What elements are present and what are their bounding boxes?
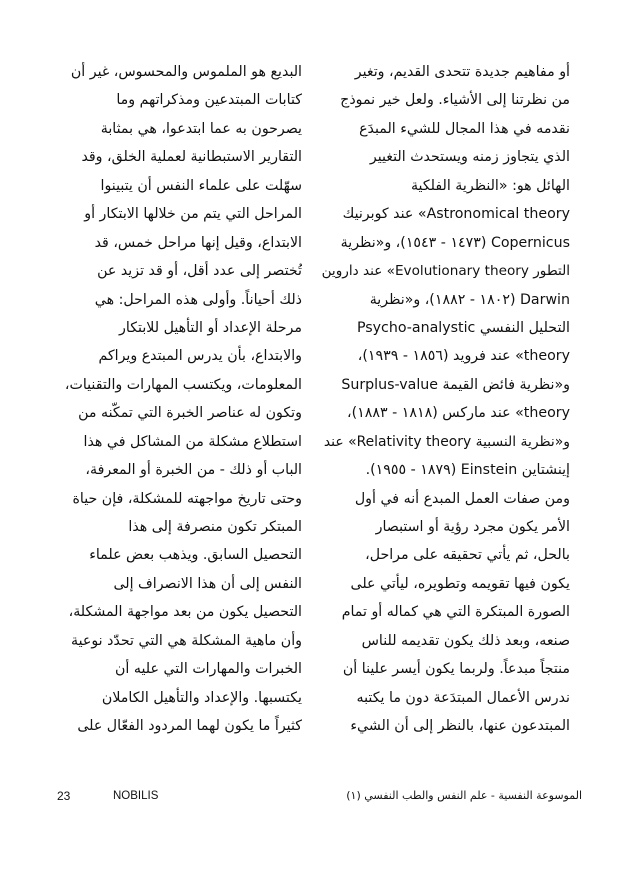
text-line: وحتى تاريخ مواجهته للمشكلة، فإن حياة bbox=[72, 490, 302, 507]
series-title: الموسوعة النفسية - علم النفس والطب النفسي (١) bbox=[346, 789, 582, 802]
text-line: وأن ماهية المشكلة هي التي تحدّد نوعية bbox=[70, 632, 302, 649]
publication-name: NOBILIS bbox=[113, 790, 159, 802]
text-line: الباب أو ذلك - من الخبرة أو المعرفة، bbox=[85, 462, 302, 479]
page-footer bbox=[0, 784, 638, 808]
text-line: التطور Evolutionary theory» عند داروين bbox=[321, 263, 570, 280]
page-number: 23 bbox=[57, 789, 71, 803]
text-line: التحصيل السابق. ويذهب بعض علماء bbox=[89, 547, 302, 564]
text-line: المراحل التي يتم من خلالها الابتكار أو bbox=[84, 206, 302, 223]
text-line: التحصيل يكون من بعد مواجهة المشكلة، bbox=[68, 604, 302, 621]
text-line: تُختصر إلى عدد أقل، أو قد تزيد عن bbox=[97, 263, 302, 280]
text-line: البديع هو الملموس والمحسوس، غير أن bbox=[70, 64, 302, 80]
text-line: منتجاً مبدعاً. ولربما يكون أيسر علينا أن bbox=[342, 661, 570, 678]
text-line: والابتداع، بأن يدرس المبتدع ويراكم bbox=[98, 348, 302, 365]
text-line: من نظرتنا إلى الأشياء. ولعل خير نموذج bbox=[340, 92, 570, 109]
text-line: الذي يتجاوز زمنه ويستحدث التغيير bbox=[369, 149, 570, 166]
text-line: بالحل، ثم يأتي تحقيقه على مراحل، bbox=[365, 547, 570, 564]
text-line: المبتكر تكون منصرفة إلى هذا bbox=[128, 519, 302, 535]
left-text-column bbox=[52, 58, 302, 741]
text-line: استطلاع مشكلة من المشاكل في هذا bbox=[83, 433, 302, 450]
text-line: صنعه، وبعد ذلك يكون تقديمه للناس bbox=[361, 632, 570, 649]
text-line: يصرحون به عما ابتدعوا، هي بمثابة bbox=[100, 120, 302, 137]
text-line: الصورة المبتكرة التي هي كماله أو تمام bbox=[341, 604, 570, 621]
text-line: الهائل هو: «النظرية الفلكية bbox=[410, 177, 570, 194]
text-line: كتابات المبتدعين ومذكراتهم وما bbox=[116, 92, 302, 109]
text-line: التحليل النفسي Psycho-analystic bbox=[356, 319, 570, 336]
text-line: مرحلة الإعداد أو التأهيل للابتكار bbox=[119, 319, 302, 336]
text-line: يكون فيها تقويمه وتطويره، ليأتي على bbox=[350, 575, 570, 592]
text-line: theory» عند فرويد (١٨٥٦ - ١٩٣٩)، bbox=[357, 348, 570, 365]
right-text-column bbox=[320, 58, 570, 741]
text-line: و«نظرية النسبية Relativity theory» عند bbox=[323, 433, 570, 450]
text-line: ومن صفات العمل المبدع أنه في أول bbox=[354, 490, 570, 507]
text-line: ذلك أحياناً. وأولى هذه المراحل: هي bbox=[94, 291, 302, 308]
text-line: الابتداع، وقيل إنها مراحل خمس، قد bbox=[94, 234, 302, 251]
text-line: Copernicus (١٤٧٣ - ١٥٤٣)، و«نظرية bbox=[340, 234, 570, 251]
text-line: و«نظرية فائض القيمة Surplus-value bbox=[341, 376, 570, 393]
text-line: كثيراً ما يكون لهما المردود الفعّال على bbox=[77, 718, 302, 735]
text-line: ندرس الأعمال المبتدَعة دون ما يكتبه bbox=[356, 689, 570, 706]
text-line: أو مفاهيم جديدة تتحدى القديم، وتغير bbox=[354, 64, 570, 80]
text-line: سهّلت على علماء النفس أن يتبينوا bbox=[100, 177, 302, 194]
text-line: المعلومات، ويكتسب المهارات والتقنيات، bbox=[64, 376, 302, 393]
text-line: نقدمه في هذا المجال للشيء المبدَع bbox=[359, 120, 570, 137]
text-line: Darwin (١٨٠٢ - ١٨٨٢)، و«نظرية bbox=[369, 291, 570, 308]
text-line: وتكون له عناصر الخبرة التي تمكّنه من bbox=[78, 405, 302, 422]
text-line: الخبرات والمهارات التي عليه أن bbox=[115, 661, 302, 678]
text-line: theory» عند ماركس (١٨١٨ - ١٨٨٣)، bbox=[347, 405, 570, 422]
text-line: إينشتاين Einstein (١٨٧٩ - ١٩٥٥). bbox=[365, 462, 570, 479]
text-line: التقارير الاستبطانية لعملية الخلق، وقد bbox=[81, 149, 302, 166]
text-line: النفس إلى أن هذا الانصراف إلى bbox=[113, 575, 302, 592]
text-line: المبتدعون عنها، بالنظر إلى أن الشيء bbox=[350, 718, 570, 735]
text-line: الأمر يكون مجرد رؤية أو استبصار bbox=[375, 519, 570, 535]
text-line: Astronomical theory» عند كوبرنيك bbox=[342, 206, 570, 223]
text-line: يكتسبها. والإعداد والتأهيل الكاملان bbox=[101, 689, 302, 706]
